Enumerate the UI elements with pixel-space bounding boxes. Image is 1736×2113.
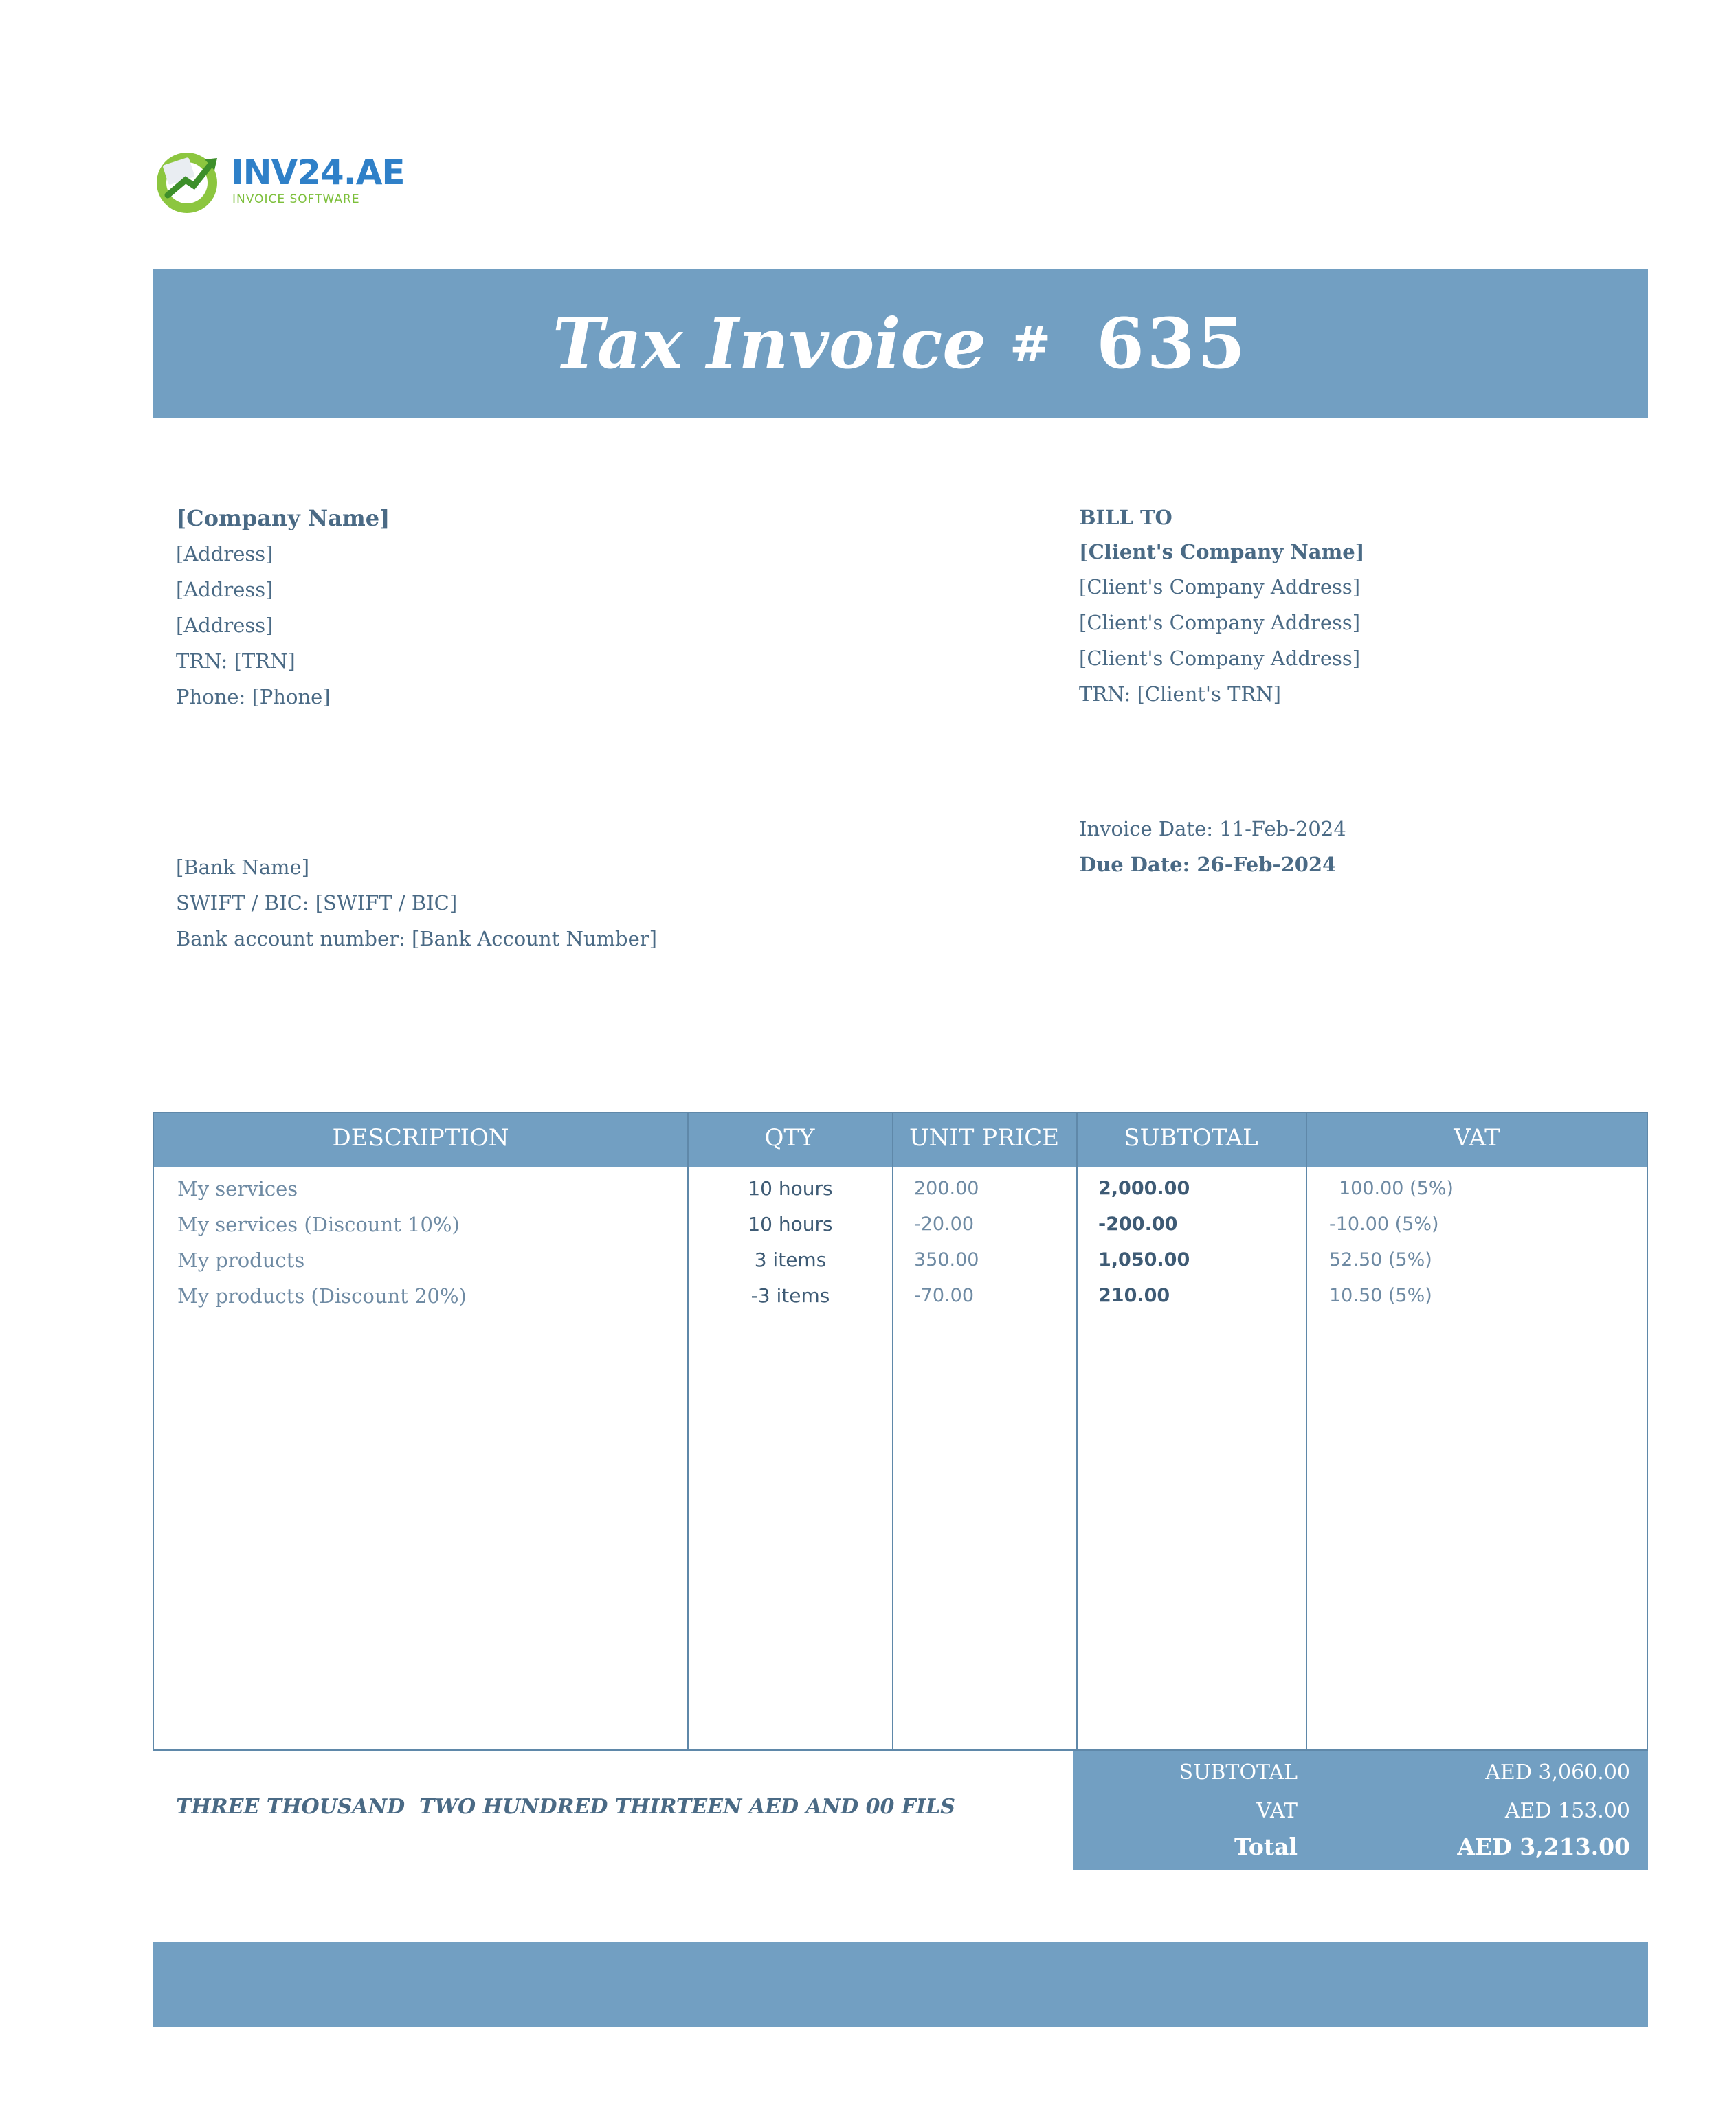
row-unit-price: -20.00 <box>914 1214 975 1235</box>
row-description: My products <box>177 1249 305 1272</box>
row-vat: 100.00 (5%) <box>1339 1178 1454 1199</box>
row-vat: -10.00 (5%) <box>1329 1214 1439 1235</box>
invoice-number: 635 <box>1096 303 1248 384</box>
row-vat: 10.50 (5%) <box>1329 1285 1432 1306</box>
dates-block <box>1079 811 1346 882</box>
table-row <box>154 1207 1647 1242</box>
row-vat: 52.50 (5%) <box>1329 1249 1432 1271</box>
subtotal-label: SUBTOTAL <box>1179 1760 1298 1785</box>
client-name: [Client's Company Name] <box>1079 540 1365 563</box>
row-qty: 10 hours <box>748 1177 833 1200</box>
bill-to-block <box>1079 500 1364 712</box>
client-address-line: [Client's Company Address] <box>1079 575 1361 599</box>
invoice-title: Tax Invoice <box>553 303 986 384</box>
header-unit-price: UNIT PRICE <box>909 1124 1060 1152</box>
title-banner <box>153 269 1648 418</box>
bank-block <box>176 849 657 957</box>
bank-name: [Bank Name] <box>176 856 310 879</box>
vat-label: VAT <box>1256 1799 1298 1823</box>
seller-block <box>176 500 390 715</box>
company-logo <box>153 147 405 216</box>
row-unit-price: 350.00 <box>914 1249 979 1271</box>
totals-vat-row <box>1073 1792 1648 1831</box>
seller-address-line: [Address] <box>176 578 274 601</box>
client-address-line: [Client's Company Address] <box>1079 647 1361 670</box>
row-description: My products (Discount 20%) <box>177 1284 467 1308</box>
seller-phone: Phone: [Phone] <box>176 685 331 708</box>
table-header <box>154 1113 1647 1167</box>
total-value: AED 3,213.00 <box>1457 1833 1630 1860</box>
seller-address-line: [Address] <box>176 542 274 566</box>
row-qty: 3 items <box>754 1249 827 1271</box>
total-label: Total <box>1234 1833 1298 1860</box>
table-row <box>154 1242 1647 1278</box>
row-qty: 10 hours <box>748 1213 833 1236</box>
row-qty: -3 items <box>750 1284 830 1307</box>
footer-banner <box>153 1942 1648 2027</box>
seller-address-line: [Address] <box>176 614 274 637</box>
invoice-date: Invoice Date: 11-Feb-2024 <box>1079 817 1346 840</box>
seller-trn: TRN: [TRN] <box>176 649 296 673</box>
amount-in-words: THREE THOUSAND TWO HUNDRED THIRTEEN AED AND 00 FILS <box>176 1795 955 1819</box>
bank-swift: SWIFT / BIC: [SWIFT / BIC] <box>176 891 458 915</box>
bank-account: Bank account number: [Bank Account Number] <box>176 927 657 950</box>
invoice-hash: # <box>1009 314 1051 373</box>
totals-total-row <box>1073 1828 1648 1866</box>
header-qty: QTY <box>764 1124 815 1152</box>
table-row <box>154 1278 1647 1314</box>
logo-title: INV24.AE <box>231 153 405 192</box>
header-description: DESCRIPTION <box>332 1124 509 1152</box>
totals-subtotal-row <box>1073 1754 1648 1792</box>
logo-tagline: INVOICE SOFTWARE <box>232 192 360 206</box>
row-subtotal: 210.00 <box>1098 1285 1170 1306</box>
subtotal-value: AED 3,060.00 <box>1485 1760 1630 1785</box>
row-subtotal: 2,000.00 <box>1098 1178 1190 1199</box>
row-unit-price: -70.00 <box>914 1285 975 1306</box>
items-table <box>153 1112 1648 1751</box>
bill-to-heading: BILL TO <box>1079 506 1172 529</box>
row-description: My services <box>177 1177 298 1200</box>
row-unit-price: 200.00 <box>914 1178 979 1199</box>
due-date: Due Date: 26-Feb-2024 <box>1079 853 1337 876</box>
logo-growth-icon <box>153 147 221 216</box>
row-subtotal: -200.00 <box>1098 1214 1178 1235</box>
vat-value: AED 153.00 <box>1504 1799 1630 1823</box>
seller-name: [Company Name] <box>176 505 390 531</box>
row-subtotal: 1,050.00 <box>1098 1249 1190 1271</box>
header-vat: VAT <box>1454 1124 1500 1152</box>
client-address-line: [Client's Company Address] <box>1079 611 1361 634</box>
table-row <box>154 1171 1647 1207</box>
client-trn: TRN: [Client's TRN] <box>1079 682 1281 706</box>
row-description: My services (Discount 10%) <box>177 1213 460 1236</box>
header-subtotal: SUBTOTAL <box>1124 1124 1258 1152</box>
totals-box <box>1073 1751 1648 1870</box>
